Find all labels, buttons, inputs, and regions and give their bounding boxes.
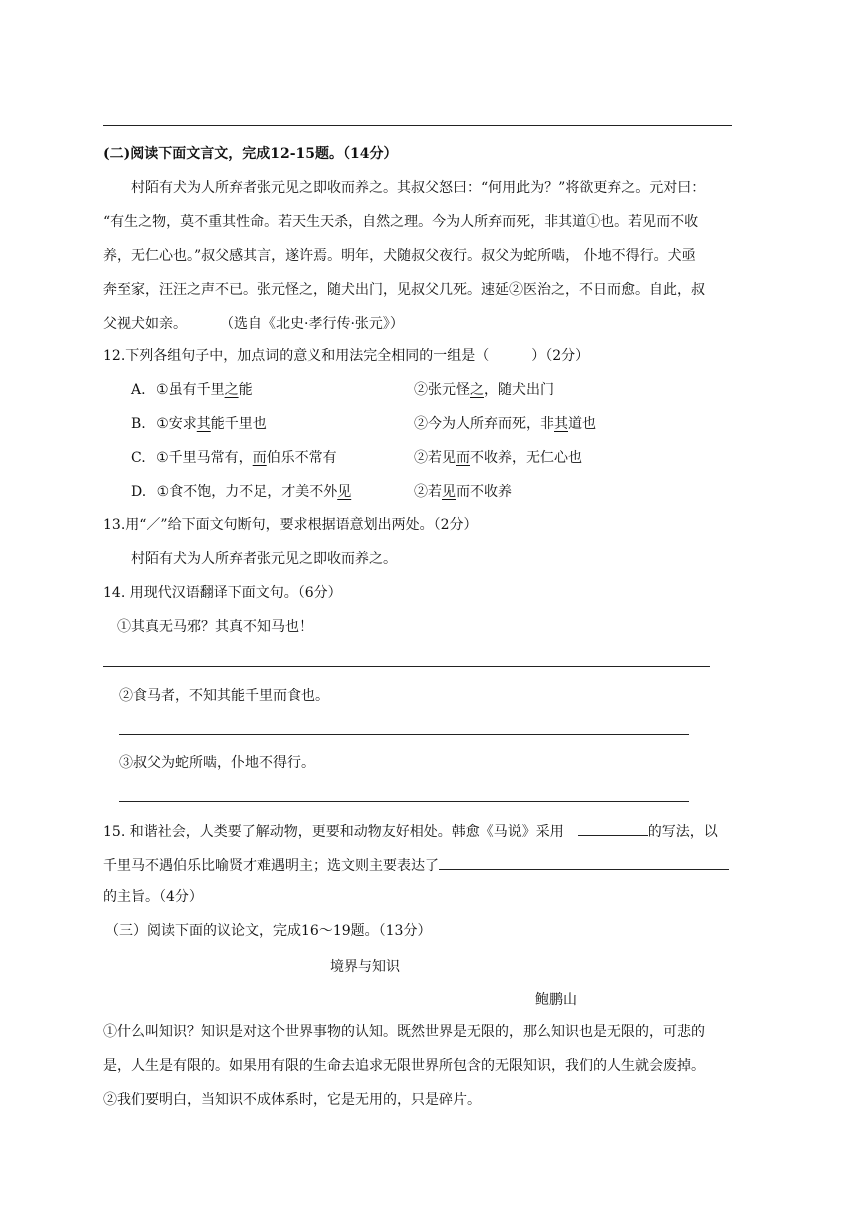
section2-heading: (二)阅读下面文言文，完成12-15题。（14分）	[103, 146, 398, 162]
answer-line-1	[103, 666, 710, 667]
q14-item-3: ③叔父为蛇所啮，仆地不得行。	[119, 755, 315, 771]
passage-line-3: 养，无仁心也。”叔父感其言，遂许焉。明年，犬随叔父夜行。叔父为蛇所啮， 仆地不得行。犬亟	[103, 248, 696, 264]
option-letter: C.	[131, 450, 146, 466]
q13-stem: 13.用“／”给下面文句断句，要求根据语意划出两处。（2分）	[103, 517, 478, 533]
option-b-sentence-1: ①安求其能千里也	[156, 416, 267, 432]
article-title: 境界与知识	[330, 959, 400, 975]
q15-line-1	[103, 819, 763, 842]
answer-line-3	[119, 801, 689, 802]
answer-line-2	[119, 734, 689, 735]
article-para-1-cont: 是，人生是有限的。如果用有限的生命去追求无限世界所包含的无限知识，我们的人生就会废掉。	[103, 1058, 705, 1074]
passage-source: （选自《北史·孝行传·张元》）	[227, 316, 404, 332]
passage-line-5	[103, 314, 763, 334]
passage-line-5-text: 父视犬如亲。	[103, 316, 187, 332]
q15-text-3: 千里马不遇伯乐比喻贤才难遇明主；选文则主要表达了	[103, 858, 439, 874]
option-letter: D.	[131, 484, 147, 500]
q12-option-d	[131, 482, 351, 502]
q15-line-3: 的主旨。（4分）	[103, 889, 203, 905]
section3-heading: （三）阅读下面的议论文，完成16～19题。（13分）	[105, 923, 432, 939]
q13-sentence: 村陌有犬为人所弃者张元见之即收而养之。	[131, 551, 397, 567]
q12-option-c	[131, 448, 337, 468]
q15-blank-1[interactable]	[578, 819, 648, 836]
article-para-2: ②我们要明白，当知识不成体系时，它是无用的，只是碎片。	[103, 1092, 481, 1108]
article-author: 鲍鹏山	[535, 992, 577, 1008]
q12-option-b-s2: ②今为人所弃而死，非其道也	[414, 416, 596, 432]
option-a-sentence-1: ①虽有千里之能	[156, 382, 253, 398]
top-rule	[103, 125, 732, 126]
q14-item-2: ②食马者，不知其能千里而食也。	[119, 688, 329, 704]
q12-option-d-s2: ②若见而不收养	[414, 484, 512, 500]
passage-line-1: 村陌有犬为人所弃者张元见之即收而养之。其叔父怒曰：“何用此为？”将欲更弃之。元对曰：	[131, 180, 706, 196]
q15-text-1: 15. 和谐社会，人类要了解动物，更要和动物友好相处。韩愈《马说》采用	[103, 824, 564, 840]
q12-option-a-s2: ②张元怪之，随犬出门	[414, 382, 554, 398]
q12-option-a	[131, 380, 253, 400]
article-para-1: ①什么叫知识？知识是对这个世界事物的认知。既然世界是无限的，那么知识也是无限的，可悲的	[103, 1024, 705, 1040]
option-d-sentence-1: ①食不饱，力不足，才美不外见	[156, 484, 352, 500]
option-c-sentence-1: ①千里马常有，而伯乐不常有	[156, 450, 337, 466]
q14-item-1: ①其真无马邪？其真不知马也！	[117, 619, 313, 635]
q12-option-c-s2: ②若见而不收养，无仁心也	[414, 450, 582, 466]
q15-text-2: 的写法，以	[647, 824, 718, 840]
passage-line-2: “有生之物，莫不重其性命。若天生天杀，自然之理。今为人所弃而死，非其道①也。若见而不收	[103, 214, 699, 230]
q15-blank-2[interactable]	[439, 853, 729, 870]
q12-stem: 12.下列各组句子中，加点词的意义和用法完全相同的一组是（ ）（2分）	[103, 348, 590, 364]
q14-stem: 14. 用现代汉语翻译下面文句。（6分）	[103, 585, 342, 601]
q12-option-b	[131, 414, 267, 434]
option-letter: A.	[131, 382, 146, 398]
passage-line-4: 奔至家，汪汪之声不已。张元怪之，随犬出门，见叔父几死。速延②医治之，不日而愈。自此，叔	[103, 282, 705, 298]
q15-line-2	[103, 853, 803, 876]
option-letter: B.	[131, 416, 146, 432]
